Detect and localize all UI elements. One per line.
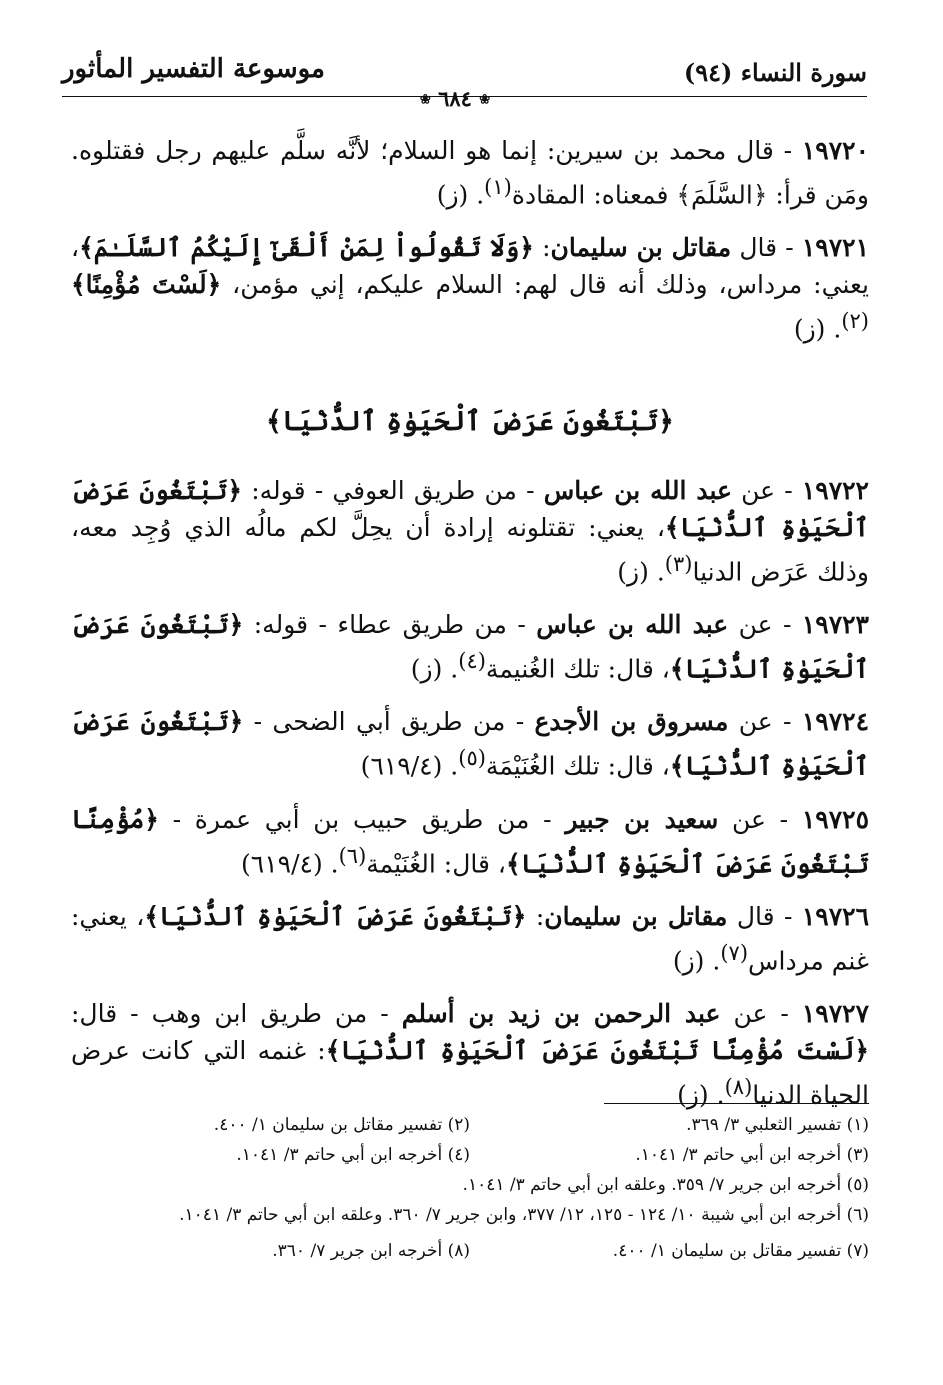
- entry-intro: - عن: [718, 804, 802, 834]
- entry-text: ، قال: الغُنَيْمة: [366, 848, 506, 878]
- footnote-marker: (٤): [458, 648, 486, 673]
- entry-chain: - من طريق أبي الضحى -: [243, 707, 535, 737]
- narrator-name: مقاتل بن سليمان: [544, 901, 728, 931]
- quran-quote: ﴿لَسْتَ مُؤْمِنًا تَبْتَغُونَ عَرَضَ ٱلْحَيَوٰةِ ٱلدُّنْيَا﴾: [325, 1036, 869, 1066]
- entry-19721: [71, 229, 869, 347]
- entry-intro: - عن: [731, 475, 802, 505]
- footnote-6: (٦) أخرجه ابن أبي شيبة ١٠/ ١٢٤ - ١٢٥، ١٢/ ٣٧٧، وابن جرير ٧/ ٣٦٠. وعلقه ابن أبي حاتم ٣/ ١٠٤١.: [179, 1205, 869, 1225]
- quran-quote: ﴿وَلَا تَقُولُواْ لِمَنْ أَلْقَىٰٓ إِلَيْكُمُ ٱلسَّلَـٰمَ﴾: [79, 233, 534, 263]
- narrator-name: عبد الله بن عباس: [536, 609, 729, 639]
- entry-text: - قال محمد بن سيرين: إنما هو السلام؛ لأنَّه سلَّم عليهم رجل فقتلوه. ومَن قرأ: ﴿السَّلَمَ﴾ فمعناه: المقادة: [71, 136, 869, 210]
- entry-chain: - من طريق العوفي - قوله:: [242, 475, 544, 505]
- entry-intro: - قال: [727, 901, 802, 931]
- quran-quote: ﴿مُؤْمِنًا تَبْتَغُونَ عَرَضَ ٱلْحَيَوٰةِ ٱلدُّنْيَا﴾: [71, 804, 869, 878]
- entry-text: ، قال: تلك الغُنيمة: [485, 654, 670, 684]
- entry-number: ١٩٧٢٦: [801, 901, 870, 931]
- footnote-8: (٨) أخرجه ابن جرير ٧/ ٣٦٠.: [272, 1241, 470, 1261]
- main-text: [71, 132, 869, 1130]
- footnote-1: (١) تفسير الثعلبي ٣/ ٣٦٩.: [686, 1115, 869, 1135]
- footnote-row: [71, 1236, 869, 1266]
- book-title: موسوعة التفسير المأثور: [62, 54, 325, 84]
- entry-source: . (٦١٩/٤): [360, 751, 459, 781]
- entry-intro: - عن: [720, 999, 802, 1029]
- footnote-row: [71, 1170, 869, 1200]
- footnote-4: (٤) أخرجه ابن أبي حاتم ٣/ ١٠٤١.: [236, 1145, 470, 1165]
- entry-number: ١٩٧٢٥: [801, 804, 869, 834]
- entry-source: . (ز): [410, 654, 459, 684]
- entry-source: . (ز): [436, 180, 485, 210]
- section-heading: ﴿تَبْتَغُونَ عَرَضَ ٱلْحَيَوٰةِ ٱلدُّنْيَا﴾: [266, 405, 674, 437]
- entry-chain: - من طريق حبيب بن أبي عمرة -: [158, 804, 566, 834]
- entry-number: ١٩٧٢٤: [801, 707, 869, 737]
- entry-connector: :: [526, 901, 545, 931]
- entry-chain: - من طريق عطاء - قوله:: [243, 609, 537, 639]
- footnote-marker: (٦): [338, 843, 367, 868]
- footnote-2: (٢) تفسير مقاتل بن سليمان ١/ ٤٠٠.: [213, 1115, 470, 1135]
- entry-intro: - عن: [728, 707, 802, 737]
- footnote-3: (٣) أخرجه ابن أبي حاتم ٣/ ١٠٤١.: [635, 1145, 869, 1165]
- flower-ornament-icon: ❀: [479, 92, 491, 108]
- surah-title: سورة النساء (٩٤): [683, 58, 867, 87]
- footnote-marker: (٧): [720, 940, 749, 965]
- footnote-7: (٧) تفسير مقاتل بن سليمان ١/ ٤٠٠.: [612, 1241, 869, 1261]
- entry-number: ١٩٧٢٣: [801, 609, 869, 639]
- footnote-marker: (٥): [458, 746, 486, 771]
- entry-chain: - من طريق ابن وهب - قال:: [71, 999, 402, 1029]
- quran-quote: ﴿تَبْتَغُونَ عَرَضَ ٱلْحَيَوٰةِ ٱلدُّنْيَا﴾: [144, 901, 527, 931]
- narrator-name: سعيد بن جبير: [565, 804, 719, 834]
- entry-number: ١٩٧٢٢: [801, 475, 869, 505]
- page-number: ٦٨٤: [438, 86, 472, 111]
- entry-number: ١٩٧٢٧: [801, 999, 869, 1029]
- entry-19726: [71, 898, 869, 979]
- footnote-row: [71, 1110, 869, 1140]
- footnote-marker: (٢): [841, 309, 869, 334]
- flower-ornament-icon: ❀: [419, 92, 431, 108]
- narrator-name: مسروق بن الأجدع: [534, 707, 729, 737]
- page-number-block: [380, 86, 530, 114]
- footnote-marker: (٣): [664, 551, 693, 576]
- quran-quote: ﴿تَبْتَغُونَ عَرَضَ ٱلْحَيَوٰةِ ٱلدُّنْيَا﴾: [71, 707, 869, 781]
- footnote-5: (٥) أخرجه ابن جرير ٧/ ٣٥٩. وعلقه ابن أبي حاتم ٣/ ١٠٤١.: [462, 1175, 869, 1195]
- footnote-row: [71, 1200, 869, 1230]
- entry-number: ١٩٧٢٠: [801, 136, 869, 165]
- narrator-name: عبد الله بن عباس: [543, 475, 732, 505]
- narrator-name: مقاتل بن سليمان: [550, 233, 732, 263]
- entry-intro: - قال: [731, 233, 802, 263]
- footnotes: [71, 1110, 869, 1266]
- quran-quote: ﴿تَبْتَغُونَ عَرَضَ ٱلْحَيَوٰةِ ٱلدُّنْيَا﴾: [71, 475, 869, 542]
- footnote-separator: [604, 1103, 869, 1104]
- entry-number: ١٩٧٢١: [801, 233, 869, 263]
- quran-quote: ﴿تَبْتَغُونَ عَرَضَ ٱلْحَيَوٰةِ ٱلدُّنْيَا﴾: [71, 609, 869, 684]
- footnote-marker: (٨): [724, 1075, 753, 1100]
- footnote-marker: (١): [484, 175, 512, 199]
- entry-19724: [71, 703, 869, 784]
- entry-19723: [71, 606, 869, 687]
- entry-text: ، يعني: مرداس، وذلك أنه قال لهم: السلام عليكم، إني مؤمن،: [71, 233, 870, 300]
- entry-source: . (ز): [617, 556, 665, 586]
- entry-intro: - عن: [728, 609, 802, 639]
- footnote-row: [71, 1140, 869, 1170]
- quran-quote: ﴿لَسْتَ مُؤْمِنًا﴾: [71, 270, 222, 300]
- entry-text: ، يعني: غنم مرداس: [71, 901, 869, 976]
- entry-connector: :: [533, 233, 551, 263]
- entry-19720: [71, 132, 869, 213]
- entry-source: . (ز): [672, 946, 721, 976]
- entry-text: : غنمه التي كانت عرض الحياة الدنيا: [71, 1036, 869, 1110]
- entry-text: ، قال: تلك الغُنَيْمَة: [485, 751, 670, 781]
- entry-19722: [71, 472, 869, 590]
- entry-source: . (ز): [677, 1080, 725, 1110]
- entry-19727: [71, 995, 869, 1113]
- entry-source: . (ز): [793, 314, 842, 344]
- entry-source: . (٦١٩/٤): [241, 848, 339, 878]
- entry-text: ، يعني: تقتلونه إرادة أن يحِلَّ لكم مالُه الذي وُجِد معه، وذلك عَرَض الدنيا: [71, 512, 869, 586]
- entry-19725: [71, 801, 869, 882]
- narrator-name: عبد الرحمن بن زيد بن أسلم: [401, 999, 721, 1029]
